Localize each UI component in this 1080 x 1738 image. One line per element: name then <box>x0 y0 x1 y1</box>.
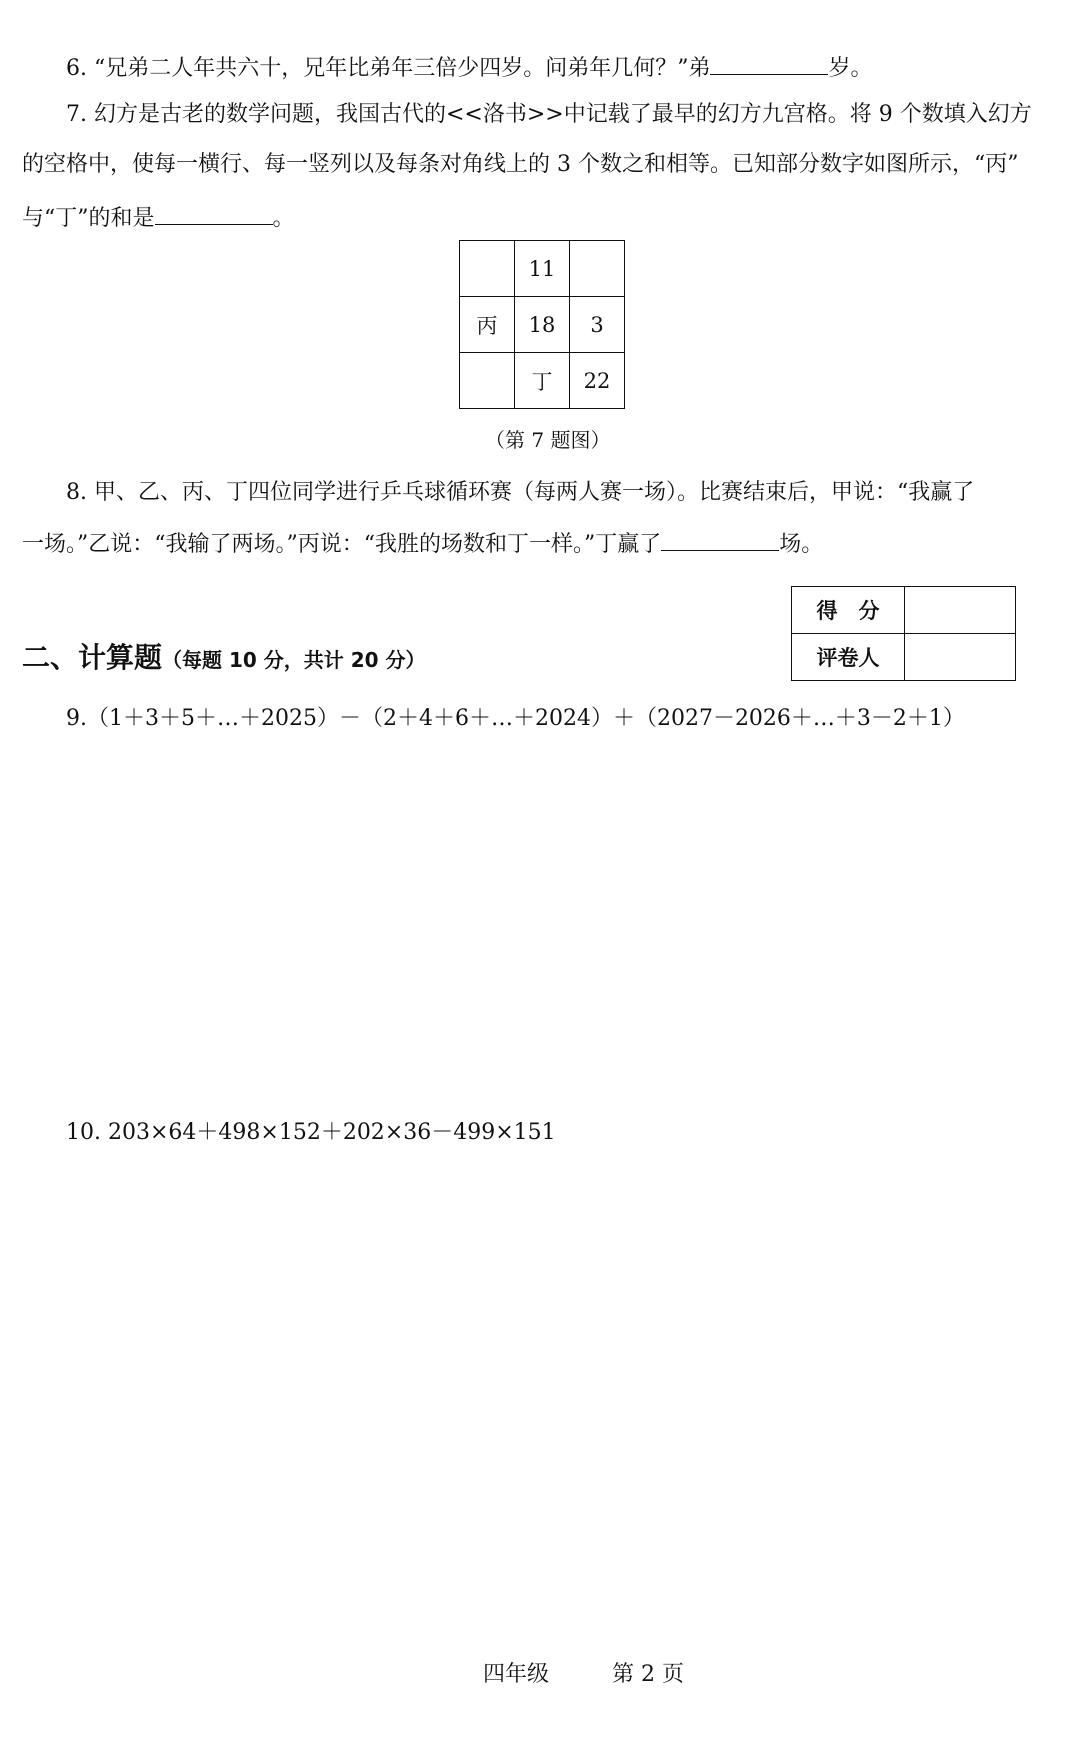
question-6 <box>66 52 873 84</box>
grader-field[interactable] <box>905 634 1016 681</box>
magic-square-cell <box>460 241 515 297</box>
score-field[interactable] <box>905 587 1016 634</box>
magic-square-row <box>460 297 625 353</box>
magic-square-cell <box>460 353 515 409</box>
question-10: 10. 203×64＋498×152＋202×36－499×151 <box>66 1120 556 1145</box>
magic-square-grid <box>459 240 625 409</box>
magic-square-row <box>460 353 625 409</box>
question-8-line-2-suffix: 场。 <box>779 532 824 557</box>
section-2-title: 二、计算题 <box>22 641 163 674</box>
answer-blank-6[interactable] <box>710 52 828 75</box>
score-label: 得 分 <box>792 587 905 634</box>
question-8-line-1: 8. 甲、乙、丙、丁四位同学进行乒乓球循环赛（每两人赛一场）。比赛结束后，甲说：“我赢了 <box>66 480 975 505</box>
question-6-text: 6. “兄弟二人年共六十，兄年比弟年三倍少四岁。问弟年几何？”弟 <box>66 56 711 81</box>
section-2-heading <box>22 636 426 676</box>
question-7-line-3-suffix: 。 <box>272 206 295 231</box>
question-8-line-2-prefix: 一场。”乙说：“我输了两场。”丙说：“我胜的场数和丁一样。”丁赢了 <box>22 532 662 557</box>
question-7-line-2: 的空格中，使每一横行、每一竖列以及每条对角线上的 3 个数之和相等。已知部分数字如图所示，“丙” <box>22 152 1019 177</box>
answer-blank-8[interactable] <box>661 528 779 551</box>
question-7-line-3 <box>22 202 295 234</box>
magic-square-cell: 丁 <box>515 353 570 409</box>
magic-square-cell <box>570 241 625 297</box>
answer-blank-7[interactable] <box>155 202 273 225</box>
question-8-line-2 <box>22 528 823 560</box>
magic-square-cell: 3 <box>570 297 625 353</box>
question-7-line-1: 7. 幻方是古老的数学问题，我国古代的<<洛书>>中记载了最早的幻方九宫格。将 9 个数填入幻方 <box>66 102 1032 127</box>
footer-page-number: 第 2 页 <box>612 1662 684 1687</box>
question-6-suffix: 岁。 <box>828 56 873 81</box>
footer-grade: 四年级 <box>483 1662 550 1687</box>
magic-square-cell: 丙 <box>460 297 515 353</box>
grader-label: 评卷人 <box>792 634 905 681</box>
question-9: 9.（1＋3＋5＋…＋2025）－（2＋4＋6＋…＋2024）＋（2027－2026＋…＋3－2＋1） <box>66 706 965 731</box>
score-box <box>791 586 1016 681</box>
figure-caption: （第 7 题图） <box>485 428 611 452</box>
magic-square-cell: 18 <box>515 297 570 353</box>
magic-square-cell: 22 <box>570 353 625 409</box>
magic-square-cell: 11 <box>515 241 570 297</box>
question-7-line-3-prefix: 与“丁”的和是 <box>22 206 155 231</box>
section-2-note: （每题 10 分，共计 20 分） <box>162 648 426 672</box>
magic-square-row <box>460 241 625 297</box>
